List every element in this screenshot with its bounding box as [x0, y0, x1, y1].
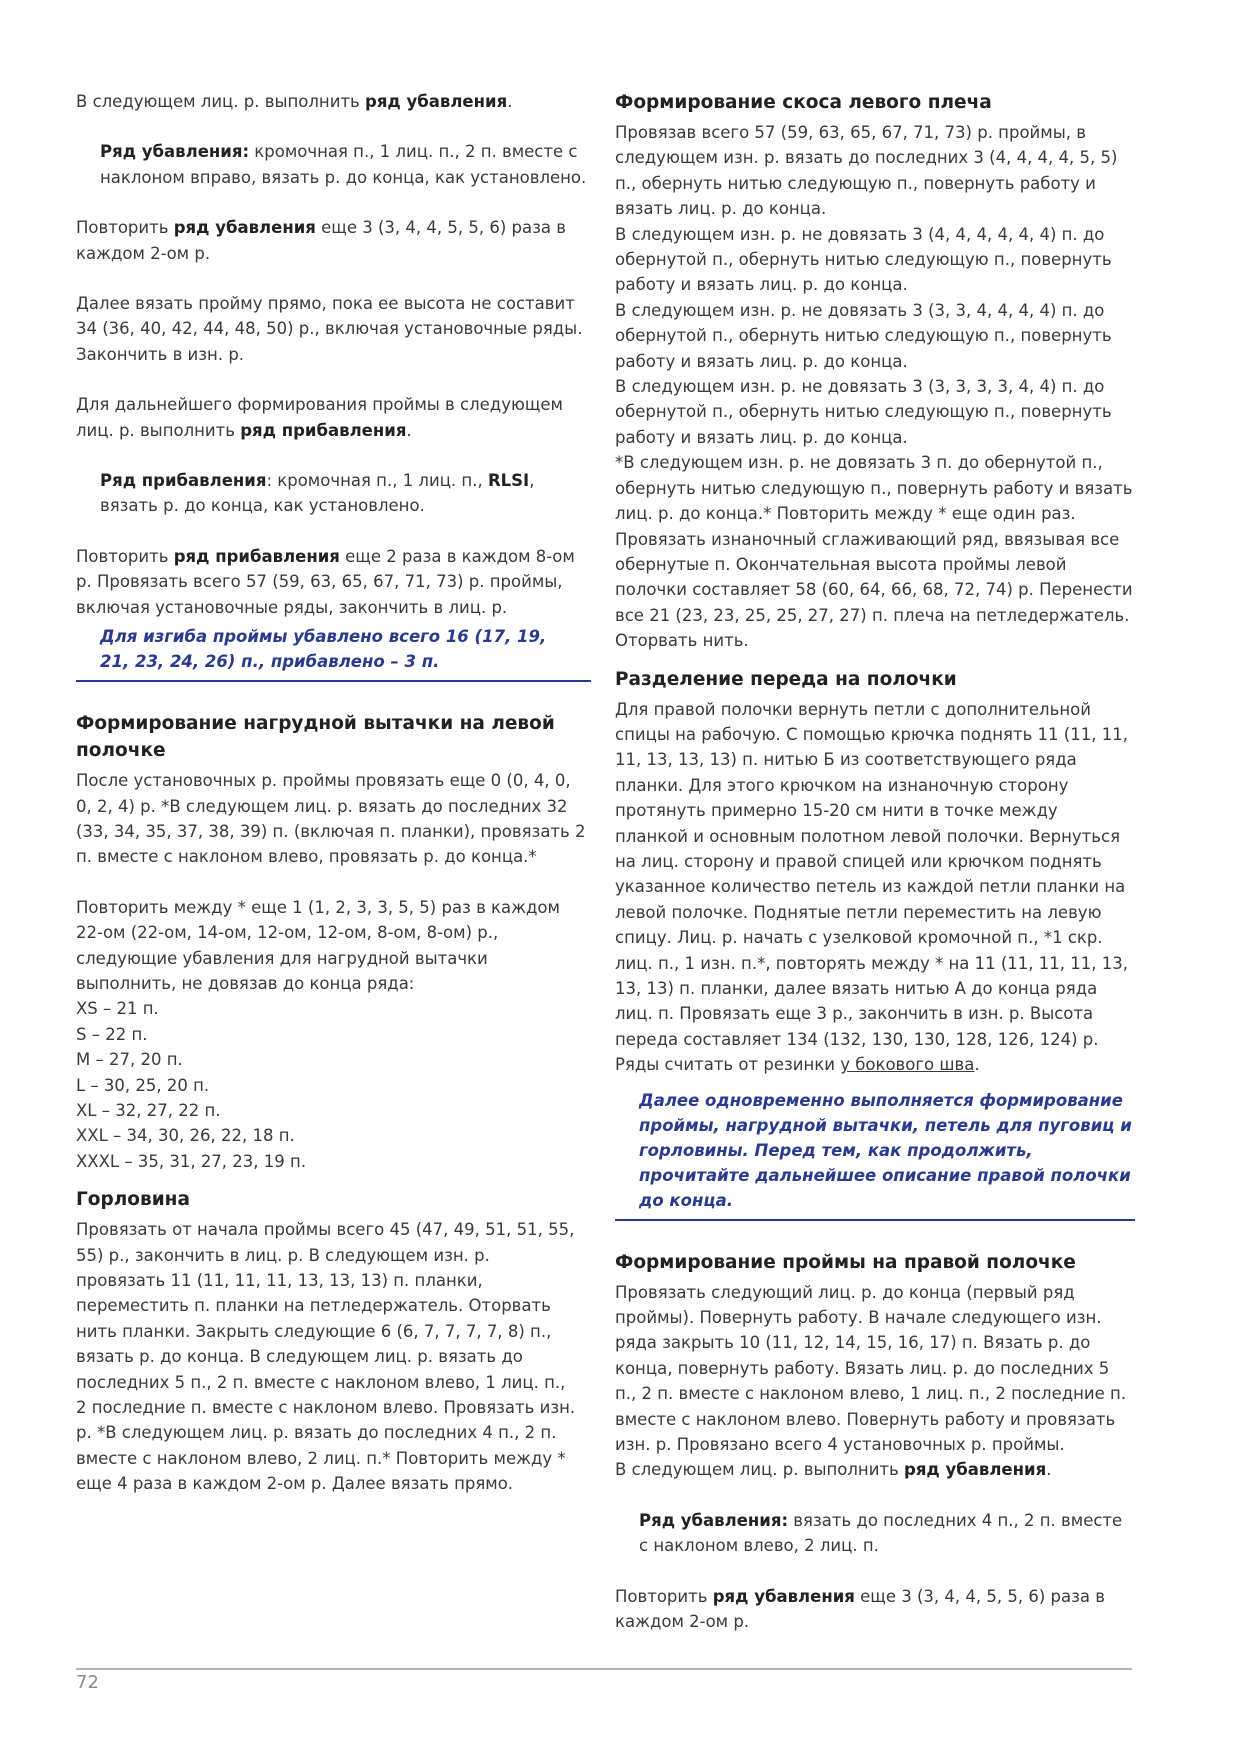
- size-list: [76, 996, 591, 1174]
- decrease-row-instruction: Ряд убавления: вязать до последних 4 п., 2 п. вместе с наклоном влево, 2 лиц. п.: [639, 1510, 1123, 1556]
- list-item: XXXL – 35, 31, 27, 23, 19 п.: [76, 1151, 307, 1171]
- section-heading: Формирование скоса левого плеча: [615, 92, 992, 113]
- paragraph: В следующем изн. р. не довязать 3 (3, 3, 3, 3, 4, 4) п. до обернутой п., обернуть нитью следующую п., повернуть работу и вязать лиц. р. до конца.: [615, 377, 1112, 447]
- paragraph: Провязав всего 57 (59, 63, 65, 67, 71, 73) р. проймы, в следующем изн. р. вязать до последних 3 (4, 4, 4, 4, 5, 5) п., обернуть нитью следующую п., повернуть работу и вязать лиц. р. до конца.: [615, 123, 1118, 219]
- paragraph: Для дальнейшего формирования проймы в следующем лиц. р. выполнить ряд прибавления.: [76, 395, 563, 440]
- section-heading: Формирование нагрудной вытачки на левой полочке: [76, 713, 555, 762]
- list-item: M – 27, 20 п.: [76, 1050, 183, 1070]
- section-heading: Горловина: [76, 1189, 190, 1211]
- right-column: [615, 89, 1135, 1635]
- section-heading: Разделение переда на полочки: [615, 668, 957, 690]
- decrease-row-instruction: Ряд убавления: кромочная п., 1 лиц. п., 2 п. вместе с наклоном вправо, вязать р. до конца, как установлено.: [100, 142, 587, 187]
- paragraph: Далее вязать пройму прямо, пока ее высота не составит 34 (36, 40, 42, 44, 48, 50) р., включая установочные ряды. Закончить в изн. р.: [76, 294, 583, 364]
- paragraph: Провязать изнаночный сглаживающий ряд, ввязывая все обернутые п. Окончательная высота проймы левой полочки составляет 58 (60, 64, 66, 68, 72, 74) р. Перенести все 21 (23, 23, 25, 25, 27, 27) п. плеча на петледержатель. Оторвать нить.: [615, 529, 1133, 651]
- footer-divider: [76, 1668, 1132, 1670]
- paragraph: Повторить ряд убавления еще 3 (3, 4, 4, 5, 5, 6) раза в каждом 2-ом р.: [76, 218, 566, 263]
- page-number: 72: [76, 1672, 99, 1693]
- list-item: L – 30, 25, 20 п.: [76, 1075, 210, 1095]
- paragraph: Повторить между * еще 1 (1, 2, 3, 3, 5, 5) раз в каждом 22-ом (22-ом, 14-ом, 12-ом, 12-ом, 8-ом, 8-ом) р., следующие убавления для нагрудной вытачки выполнить, не довязав до конца ряда:: [76, 897, 560, 993]
- list-item: XL – 32, 27, 22 п.: [76, 1100, 221, 1120]
- paragraph: Провязать следующий лиц. р. до конца (первый ряд проймы). Повернуть работу. В начале следующего изн. ряда закрыть 10 (11, 12, 14, 15, 16, 17) п. Вязать р. до конца, повернуть работу. Вязать лиц. р. до последних 5 п., 2 п. вместе с наклоном влево, 1 лиц. п., 2 последние п. вместе с наклоном влево. Повернуть работу и провязать изн. р. Провязано всего 4 установочных р. проймы.: [615, 1282, 1127, 1455]
- paragraph: В следующем изн. р. не довязать 3 (4, 4, 4, 4, 4, 4) п. до обернутой п., обернуть нитью следующую п., повернуть работу и вязать лиц. р. до конца.: [615, 224, 1112, 295]
- paragraph: Повторить ряд убавления еще 3 (3, 4, 4, 5, 5, 6) раза в каждом 2-ом р.: [615, 1586, 1105, 1632]
- paragraph: Для правой полочки вернуть петли с дополнительной спицы на рабочую. С помощью крючка поднять 11 (11, 11, 11, 13, 13, 13) п. нитью Б из соответствующего ряда планки. Для этого крючком на изнаночную сторону протянуть примерно 15-20 см нити в точке между планкой и основным полотном левой полочки. Вернуться на лиц. сторону и правой спицей или крючком поднять указанное количество петель из каждой петли планки на левой полочке. Поднятые петли переместить на левую спицу. Лиц. р. начать с узелковой кромочной п., *1 скр. лиц. п., 1 изн. п.*, повторять между * на 11 (11, 11, 11, 13, 13, 13) п. планки, далее вязать нитью А до конца ряда лиц. п. Провязать еще 3 р., закончить в изн. р. Высота переда составляет 134 (132, 130, 130, 128, 126, 124) р. Ряды считать от резинки у бокового шва.: [615, 699, 1128, 1075]
- list-item: XS – 21 п.: [76, 999, 159, 1019]
- paragraph: В следующем изн. р. не довязать 3 (3, 3, 4, 4, 4, 4) п. до обернутой п., обернуть нитью следующую п., повернуть работу и вязать лиц. р. до конца.: [615, 300, 1112, 371]
- section-heading: Формирование проймы на правой полочке: [615, 1251, 1076, 1273]
- list-item: XXL – 34, 30, 26, 22, 18 п.: [76, 1126, 295, 1146]
- list-item: S – 22 п.: [76, 1024, 148, 1044]
- paragraph: После установочных р. проймы провязать еще 0 (0, 4, 0, 0, 2, 4) р. *В следующем лиц. р. вязать до последних 32 (33, 34, 35, 37, 38, 39) п. (включая п. планки), провязать 2 п. вместе с наклоном влево, провязать р. до конца.*: [76, 771, 586, 867]
- paragraph: Провязать от начала проймы всего 45 (47, 49, 51, 51, 55, 55) р., закончить в лиц. р. В следующем изн. р. провязать 11 (11, 11, 11, 13, 13, 13) п. планки, переместить п. планки на петледержатель. Оторвать нить планки. Закрыть следующие 6 (6, 7, 7, 7, 7, 8) п., вязать р. до конца. В следующем лиц. р. вязать до последних 5 п., 2 п. вместе с наклоном влево, 1 лиц. п., 2 последние п. вместе с наклоном влево. Провязать изн. р. *В следующем лиц. р. вязать до последних 4 п., 2 п. вместе с наклоном влево, 2 лиц. п.* Повторить между * еще 4 раза в каждом 2-ом р. Далее вязать прямо.: [76, 1220, 576, 1494]
- bold-term: ряд убавления: [365, 92, 508, 111]
- left-column: [76, 89, 591, 1497]
- paragraph: В следующем лиц. р. выполнить ряд убавления.: [76, 92, 513, 111]
- shoulder-instructions: [615, 120, 1135, 654]
- note-callout: Для изгиба проймы убавлено всего 16 (17, 19, 21, 23, 24, 26) п., прибавлено – 3 п.: [76, 624, 591, 682]
- increase-row-instruction: Ряд прибавления: кромочная п., 1 лиц. п., RLSI, вязать р. до конца, как установлено.: [100, 471, 535, 516]
- paragraph: Повторить ряд прибавления еще 2 раза в каждом 8-ом р. Провязать всего 57 (59, 63, 65, 67, 71, 73) р. проймы, включая установочные ряды, закончить в лиц. р.: [76, 546, 575, 617]
- note-callout: Далее одновременно выполняется формирование проймы, нагрудной вытачки, петель для пуговиц и горловины. Перед тем, как продолжить, прочитайте дальнейшее описание правой полочки до конца.: [615, 1088, 1135, 1221]
- paragraph: В следующем лиц. р. выполнить ряд убавления.: [615, 1460, 1052, 1480]
- paragraph: *В следующем изн. р. не довязать 3 п. до обернутой п., обернуть нитью следующую п., повернуть работу и вязать лиц. р. до конца.* Повторить между * еще один раз.: [615, 453, 1133, 524]
